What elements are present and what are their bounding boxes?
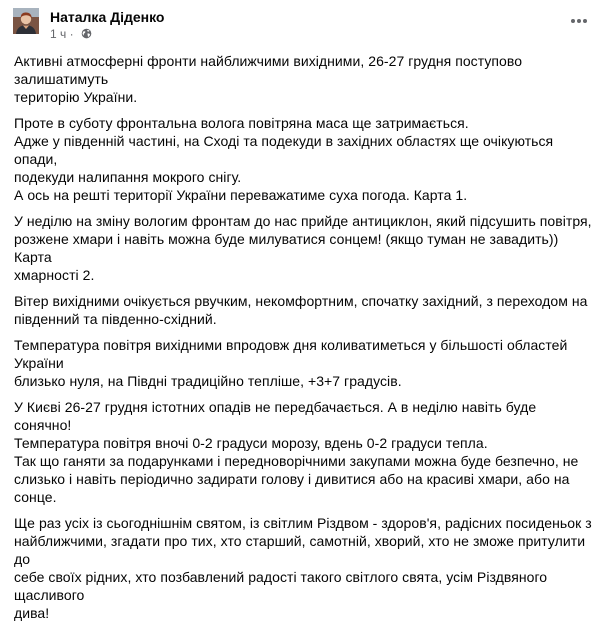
post-header (0, 0, 606, 44)
post-text (14, 52, 594, 630)
post-paragraph: Проте в суботу фронтальна волога повітряна маса ще затримається. Адже у південній частині, на Сході та подекуди в західних областях ще очікуються опади, подекуди налипання мокрого снігу. А ось на решті території України переважатиме суха погода. Карта 1. (14, 115, 554, 203)
post-paragraph: Температура повітря вихідними впродовж дня коливатиметься у більшості областей України близько нуля, на Півдні традиційно тепліше, +3+7 градусів. (14, 337, 568, 389)
post-time[interactable]: 1 ч (50, 26, 67, 41)
post-paragraph: Активні атмосферні фронти найближчими вихідними, 26-27 грудня поступово залишатимуть територію України. (14, 53, 523, 105)
more-horizontal-icon (568, 10, 590, 32)
author-name[interactable]: Наталка Діденко (50, 9, 165, 25)
globe-icon[interactable] (81, 28, 92, 39)
meta-separator: · (69, 26, 74, 41)
post-paragraph: У Києві 26-27 грудня істотних опадів не передбачається. А в неділю навіть буде сонячно! Температура повітря вночі 0-2 градуси морозу, вдень 0-2 градуси тепла. Так що ганяти за подарунками і передноворічними закупами можна буде безпечно, не слизько і навіть періодично задирати голову і дивитися або на красиві хмари, або на сонце. (14, 399, 579, 505)
post-paragraph: Ще раз усіх із сьогоднішнім святом, із світлим Різдвом - здоров'я, радісних посиденьок з найближчими, згадати про тих, хто старший, самотній, хворий, хто не зможе притулити до себе своїх рідних, хто позбавлений радості такого світлого свята, усім Різдвяного щасливого дива! (14, 515, 592, 621)
post-meta (50, 26, 92, 40)
post-paragraph: Вітер вихідними очікується рвучким, некомфортним, спочатку західний, з переходом на південний та південно-східний. (14, 293, 588, 327)
post-paragraph: У неділю на зміну вологим фронтам до нас прийде антициклон, який підсушить повітря, розжене хмари і навіть можна буде милуватися сонцем! (якщо туман не завадить)) Карта хмарності 2. (14, 213, 592, 283)
avatar-photo-icon (13, 8, 39, 34)
avatar[interactable] (13, 8, 39, 34)
post-options-button[interactable] (568, 10, 590, 32)
